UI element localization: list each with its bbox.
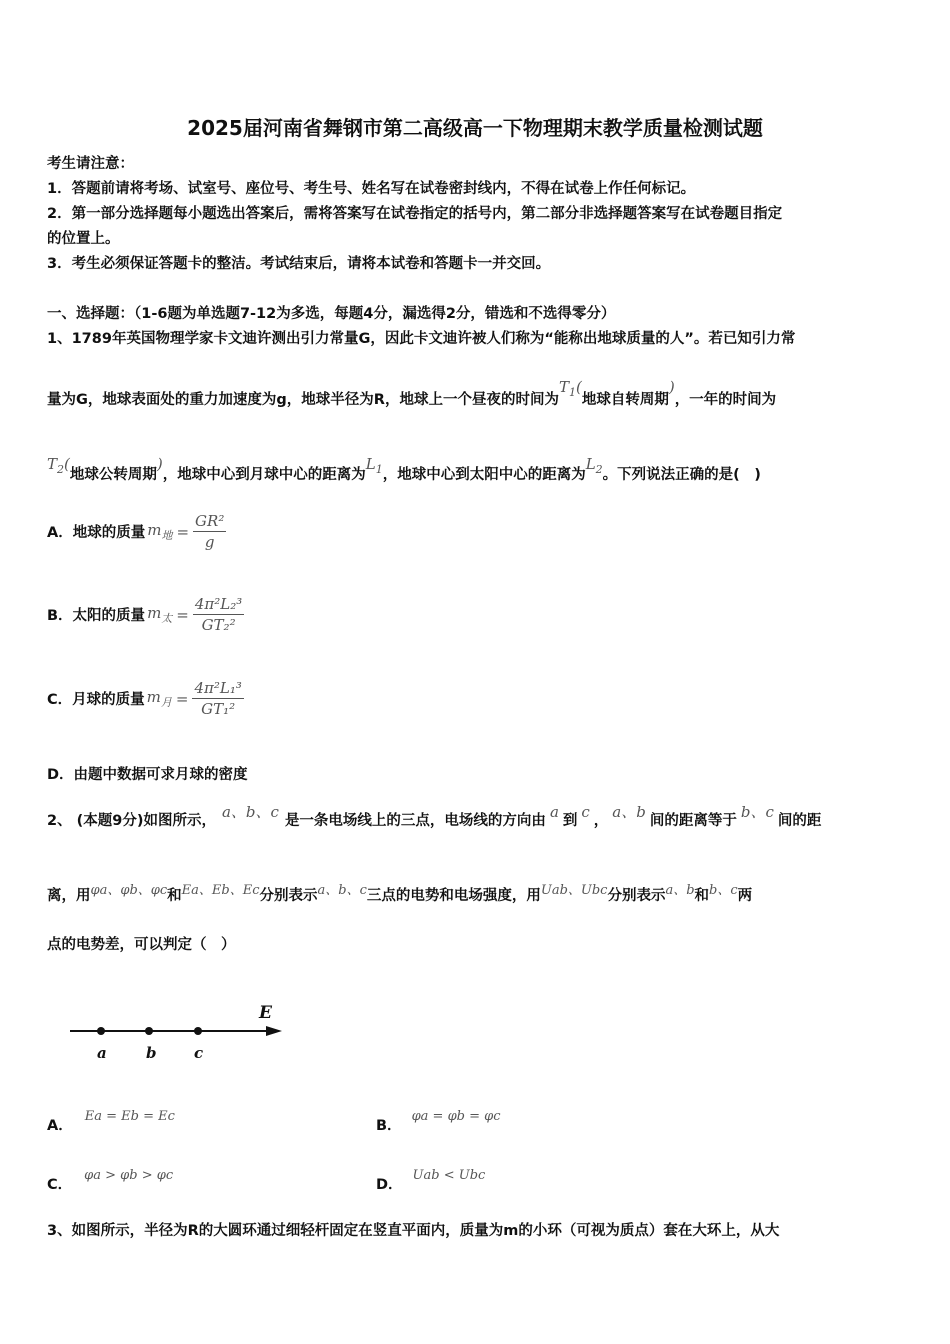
q1-T1-sub: 1	[568, 386, 576, 399]
q2-option-c-label: C．	[47, 1177, 73, 1193]
q2-option-d-label: D．	[376, 1177, 403, 1193]
q1-option-b-eq: =	[176, 605, 189, 624]
q1-option-c[interactable]	[47, 679, 244, 718]
q2-line-3: 点的电势差，可以判定（ ）	[47, 937, 236, 953]
q1-line-2	[47, 378, 777, 411]
q1-option-c-m-symbol: m	[146, 687, 161, 706]
point-c-label: c	[194, 1044, 204, 1062]
q1-L2-symbol: L	[585, 455, 596, 473]
q2-line-2	[47, 884, 752, 905]
q1-L2-sub: 2	[595, 463, 603, 476]
point-b-label: b	[146, 1044, 157, 1062]
q2-ab2: a、b	[665, 883, 695, 898]
q1-option-c-label: C．月球的质量	[47, 692, 145, 708]
q1-L1-sub: 1	[375, 463, 383, 476]
q2-c: c	[581, 803, 590, 821]
notice-item-3: 3．考生必须保证答题卡的整洁。考试结束后，请将本试卷和答题卡一并交回。	[47, 256, 551, 272]
q1-option-b-label: B．太阳的质量	[47, 608, 146, 624]
q1-text-3d: 。下列说法正确的是( )	[602, 467, 761, 483]
q1-option-a-eq: =	[176, 522, 190, 541]
q2-option-a[interactable]	[47, 1109, 175, 1135]
q1-option-b-m	[147, 604, 172, 626]
point-c-dot	[194, 1027, 202, 1035]
notice-heading: 考生请注意：	[47, 156, 134, 172]
q2-text-1f: 间的距	[777, 813, 822, 829]
q1-paren-open: (	[575, 378, 582, 396]
q2-line-1	[47, 803, 822, 830]
q1-T2-sub: 2	[57, 463, 65, 476]
q2-bc2: b、c	[709, 883, 738, 898]
q1-T1	[558, 378, 576, 399]
section-heading: 一、选择题：（1-6题为单选题7-12为多选，每题4分，漏选得2分，错选和不选得零分）	[47, 306, 616, 322]
q1-option-b-den: GT₂²	[201, 616, 236, 634]
arrow-head-icon	[266, 1026, 282, 1036]
q1-option-a-m	[147, 521, 172, 543]
q2-ab: a、b	[612, 803, 646, 821]
q2-abc: a、b、c	[221, 803, 279, 821]
q2-option-a-formula: Ea = Eb = Ec	[84, 1109, 175, 1124]
q1-L1-symbol: L	[365, 455, 376, 473]
q1-paren2-close: )	[156, 455, 163, 473]
q1-option-a-m-sub: 地	[161, 528, 173, 542]
q2-option-c[interactable]	[47, 1168, 174, 1194]
q1-option-c-m	[147, 688, 172, 710]
q2-a: a	[549, 803, 559, 821]
q2-phis: φa、φb、φc	[90, 883, 168, 898]
q2-text-2f: 和	[694, 888, 710, 904]
q3-line-1: 3、如图所示，半径为R的大圆环通过细轻杆固定在竖直平面内，质量为m的小环（可视为质点）套在大环上，从大	[47, 1223, 780, 1239]
q2-Us: Uab、Ubc	[540, 883, 608, 898]
q2-option-c-formula: φa > φb > φc	[84, 1168, 174, 1183]
q2-text-1b: 是一条电场线上的三点，电场线的方向由	[284, 813, 546, 829]
q1-text-3b: ，地球中心到月球中心的距离为	[162, 467, 366, 483]
q1-option-a-den: g	[204, 533, 215, 551]
q1-option-c-fraction	[192, 679, 243, 718]
q1-option-a[interactable]	[47, 512, 226, 551]
q1-option-d[interactable]: D．由题中数据可求月球的密度	[47, 767, 248, 783]
q1-option-c-eq: =	[175, 689, 189, 708]
q2-text-2e: 分别表示	[607, 888, 666, 904]
exam-title: 2025届河南省舞钢市第二高级高一下物理期末教学质量检测试题	[187, 116, 763, 140]
q1-T2-symbol: T	[47, 455, 58, 473]
q1-option-a-label: A．地球的质量	[47, 525, 146, 541]
q1-option-b-num: 4π²L₂³	[194, 595, 243, 613]
q2-option-d[interactable]	[376, 1168, 486, 1194]
q2-bc: b、c	[740, 803, 774, 821]
q2-option-b-label: B．	[376, 1118, 402, 1134]
q1-text-2a: 量为G，地球表面处的重力加速度为g，地球半径为R，地球上一个昼夜的时间为	[47, 392, 559, 408]
q1-option-b-fraction	[193, 595, 244, 634]
q1-paren2-open: (	[64, 455, 70, 473]
q1-option-b-m-sub: 太	[161, 611, 173, 625]
q1-text-2c: ，一年的时间为	[674, 392, 777, 408]
point-a-dot	[97, 1027, 105, 1035]
q1-option-c-den: GT₁²	[201, 700, 236, 718]
point-b-dot	[145, 1027, 153, 1035]
q2-text-2b: 和	[167, 888, 182, 904]
q2-text-1c: 到	[562, 813, 578, 829]
q2-Es: Ea、Eb、Ec	[181, 883, 260, 898]
q1-line-3	[47, 455, 761, 486]
q1-option-c-num: 4π²L₁³	[194, 679, 242, 697]
q1-option-a-fraction	[193, 512, 226, 551]
q2-text-1e: 间的距离等于	[649, 813, 737, 829]
point-a-label: a	[97, 1044, 107, 1062]
q2-option-b[interactable]	[376, 1109, 501, 1135]
notice-item-1: 1．答题前请将考场、试室号、座位号、考生号、姓名写在试卷密封线内，不得在试卷上作任何标记。	[47, 181, 696, 197]
q1-option-b[interactable]	[47, 595, 244, 634]
q2-option-a-label: A．	[47, 1118, 73, 1134]
q1-paren-close: )	[668, 378, 675, 396]
q1-T2	[47, 455, 65, 476]
q2-option-d-formula: Uab < Ubc	[412, 1168, 486, 1183]
field-label-E: E	[259, 1003, 272, 1023]
q2-text-1d: ，	[593, 813, 609, 829]
notice-item-2: 2．第一部分选择题每小题选出答案后，需将答案写在试卷指定的括号内，第二部分非选择题答案写在试卷题目指定	[47, 206, 783, 222]
q1-line-1: 1、1789年英国物理学家卡文迪许测出引力常量G，因此卡文迪许被人们称为“能称出地球质量的人”。若已知引力常	[47, 331, 796, 347]
q1-option-a-m-symbol: m	[147, 520, 162, 539]
q1-text-3a: 地球公转周期	[69, 467, 157, 483]
q2-option-b-formula: φa = φb = φc	[411, 1109, 501, 1124]
q1-text-2b: 地球自转周期	[581, 392, 669, 408]
q1-option-b-m-symbol: m	[147, 603, 162, 622]
q2-text-2c: 分别表示	[259, 888, 318, 904]
q2-abc2: a、b、c	[317, 883, 367, 898]
q2-text-2g: 两	[737, 888, 753, 904]
q2-text-2d: 三点的电势和电场强度，用	[366, 888, 541, 904]
q1-T1-symbol: T	[558, 378, 569, 396]
q2-text-1a: 2、 (本题9分)如图所示，	[47, 813, 216, 829]
q1-option-a-num: GR²	[195, 512, 225, 530]
q2-text-2a: 离，用	[47, 888, 91, 904]
q1-option-c-m-sub: 月	[160, 695, 172, 709]
notice-item-2-cont: 的位置上。	[47, 231, 120, 247]
q2-field-line-figure	[60, 995, 300, 1085]
q1-L2	[585, 455, 603, 476]
q1-text-3c: ，地球中心到太阳中心的距离为	[382, 467, 586, 483]
q1-L1	[365, 455, 383, 476]
